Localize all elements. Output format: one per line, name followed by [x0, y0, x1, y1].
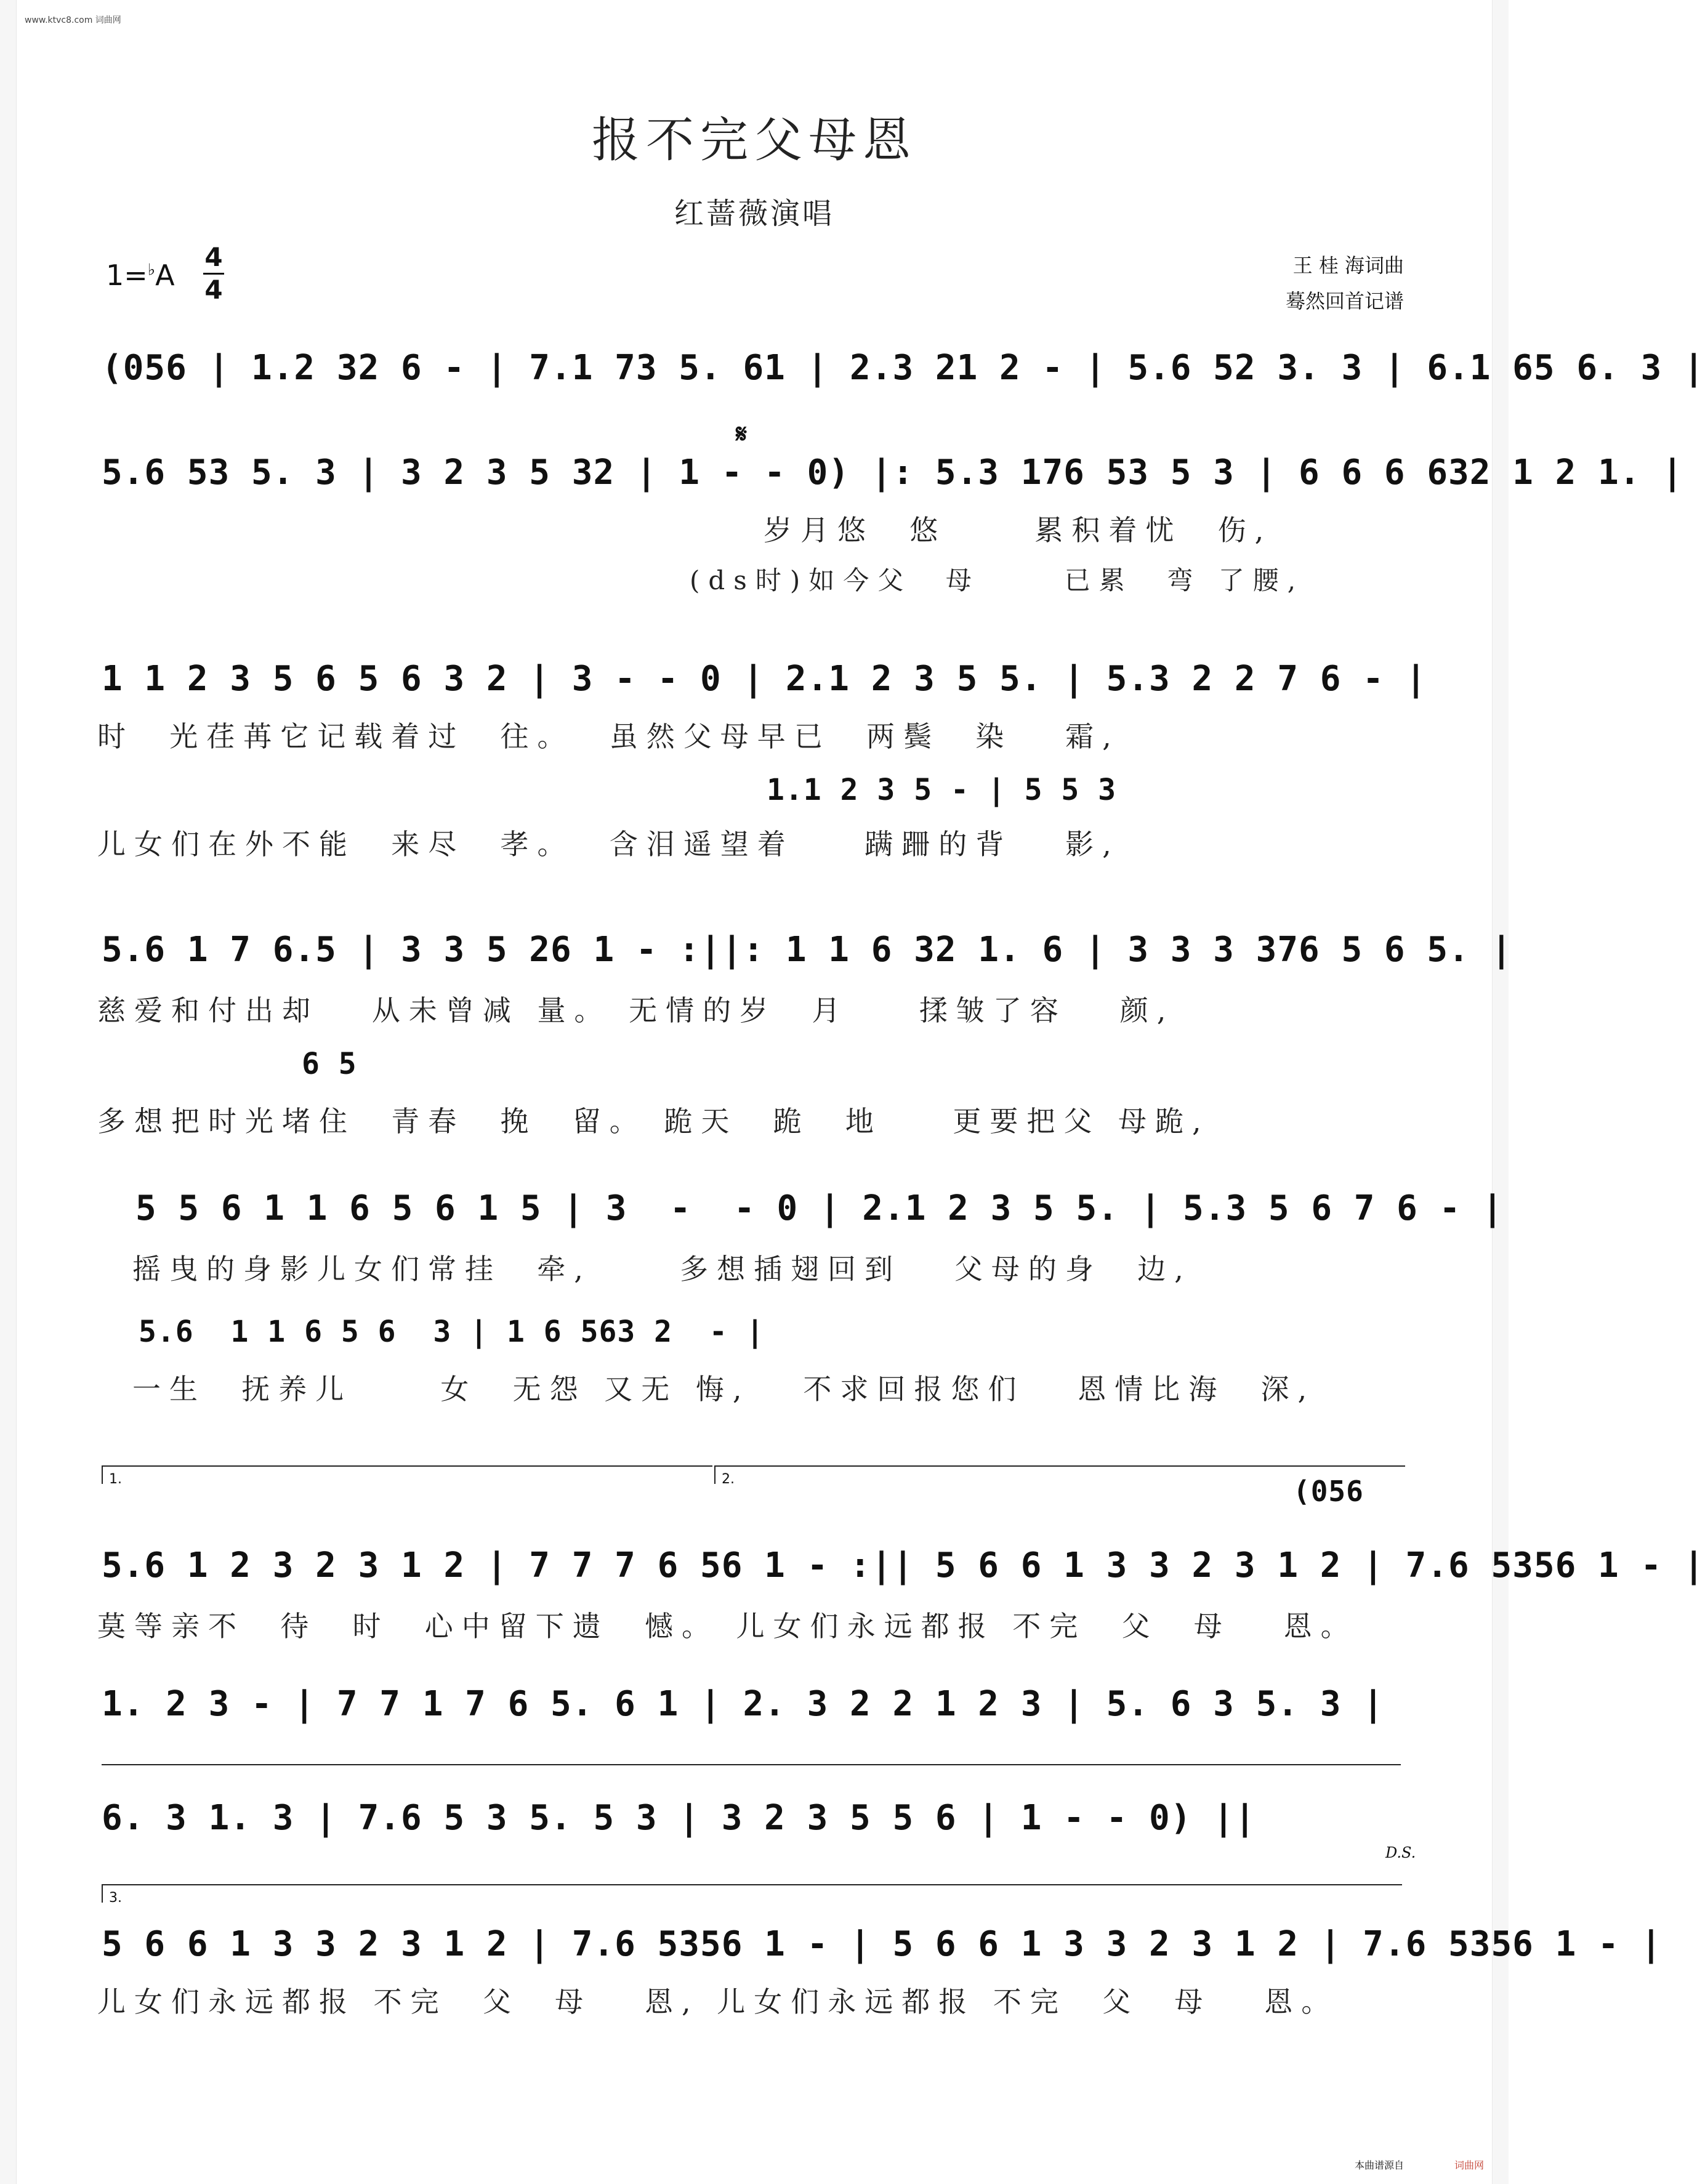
notation-row-2: 5.6 53 5. 3 | 3 2 3 5 32 | 1 - - 0) |: 5.3 176 53 5 3 | 6 6 6 632 1 2 1. |	[102, 453, 1683, 493]
dal-segno-mark: D.S.	[1385, 1844, 1416, 1861]
segno-sign: 𝄋	[736, 419, 748, 449]
volta-3: 3.	[102, 1884, 1402, 1903]
time-signature: 4 4	[203, 243, 224, 304]
notation-row-6: 5.6 1 2 3 2 3 1 2 | 7 7 7 6 56 1 - :|| 5 6 6 1 3 3 2 3 1 2 | 7.6 5356 1 - |	[102, 1545, 1705, 1586]
credits	[1286, 248, 1404, 319]
notation-row-7: 1. 2 3 - | 7 7 1 7 6 5. 6 1 | 2. 3 2 2 1 2 3 | 5. 6 3 5. 3 |	[102, 1684, 1384, 1724]
notation-row-1: (056 | 1.2 32 6 - | 7.1 73 5. 61 | 2.3 21 2 - | 5.6 52 3. 3 | 6.1 65 6. 3 |	[102, 348, 1705, 388]
lyric-row-5: 摇曳的身影儿女们常挂 牵, 多想插翅回到 父母的身 边,	[132, 1252, 1192, 1286]
lyric-row-4: 慈爱和付出却 从未曾减 量。 无情的岁 月 揉皱了容 颜,	[97, 994, 1175, 1027]
notation-row-3-alt: 1.1 2 3 5 - | 5 5 3	[767, 773, 1117, 807]
lyric-row-3: 时 光荏苒它记载着过 往。 虽然父母早已 两鬓 染 霜,	[97, 720, 1120, 753]
lyric-row-6: 莫等亲不 待 时 心中留下遗 憾。 儿女们永远都报 不完 父 母 恩。	[97, 1610, 1358, 1643]
lyric-row-5-verse2: 一生 抚养儿 女 无怨 又无 悔, 不求回报您们 恩情比海 深,	[132, 1372, 1316, 1406]
footer-source: 本曲谱源自	[1354, 2159, 1404, 2171]
lyric-row-3-verse2: 儿女们在外不能 来尽 孝。 含泪遥望着 蹒跚的背 影,	[97, 828, 1120, 861]
lyric-row-9: 儿女们永远都报 不完 父 母 恩, 儿女们永远都报 不完 父 母 恩。	[97, 1985, 1339, 2018]
right-margin-strip	[1492, 0, 1509, 2184]
notation-row-3: 1 1 2 3 5 6 5 6 3 2 | 3 - - 0 | 2.1 2 3 5 5. | 5.3 2 2 7 6 - |	[102, 659, 1427, 699]
transcriber-credit: 蓦然回首记谱	[1285, 289, 1404, 313]
notation-row-5-alt: 5.6 1 1 6 5 6 3 | 1 6 563 2 - |	[139, 1315, 765, 1349]
left-margin-strip	[0, 0, 17, 2184]
bracket-line	[102, 1764, 1401, 1783]
composer-credit: 王 桂 海词曲	[1292, 254, 1404, 277]
volta-2: 2.	[714, 1465, 1405, 1484]
site-watermark: www.ktvc8.com 词曲网	[25, 15, 121, 25]
lyric-row-2-verse1: 岁月悠 悠 累积着忧 伤,	[764, 514, 1273, 547]
page-title: 报不完父母恩	[591, 113, 917, 168]
notation-row-9: 5 6 6 1 3 3 2 3 1 2 | 7.6 5356 1 - | 5 6 6 1 3 3 2 3 1 2 | 7.6 5356 1 - |	[102, 1924, 1663, 1964]
notation-row-4-alt: 6 5	[302, 1047, 357, 1081]
volta-1: 1.	[102, 1465, 712, 1484]
lyric-row-2-verse2: (ds时)如今父 母 已累 弯 了腰,	[690, 565, 1305, 595]
page-subtitle: 红蔷薇演唱	[674, 196, 834, 231]
key-signature: 1=♭A	[106, 259, 175, 292]
notation-row-8: 6. 3 1. 3 | 7.6 5 3 5. 5 3 | 3 2 3 5 5 6 | 1 - - 0) ||	[102, 1798, 1256, 1838]
footer-site: 词曲网	[1454, 2159, 1484, 2171]
lyric-row-4-verse2: 多想把时光堵住 青春 挽 留。 跪天 跪 地 更要把父 母跪,	[97, 1105, 1210, 1138]
notation-row-4: 5.6 1 7 6.5 | 3 3 5 26 1 - :||: 1 1 6 32 1. 6 | 3 3 3 376 5 6 5. |	[102, 930, 1513, 970]
pickup-notes: (056	[1293, 1475, 1364, 1508]
notation-row-5: 5 5 6 1 1 6 5 6 1 5 | 3 - - 0 | 2.1 2 3 5 5. | 5.3 5 6 7 6 - |	[135, 1188, 1504, 1228]
